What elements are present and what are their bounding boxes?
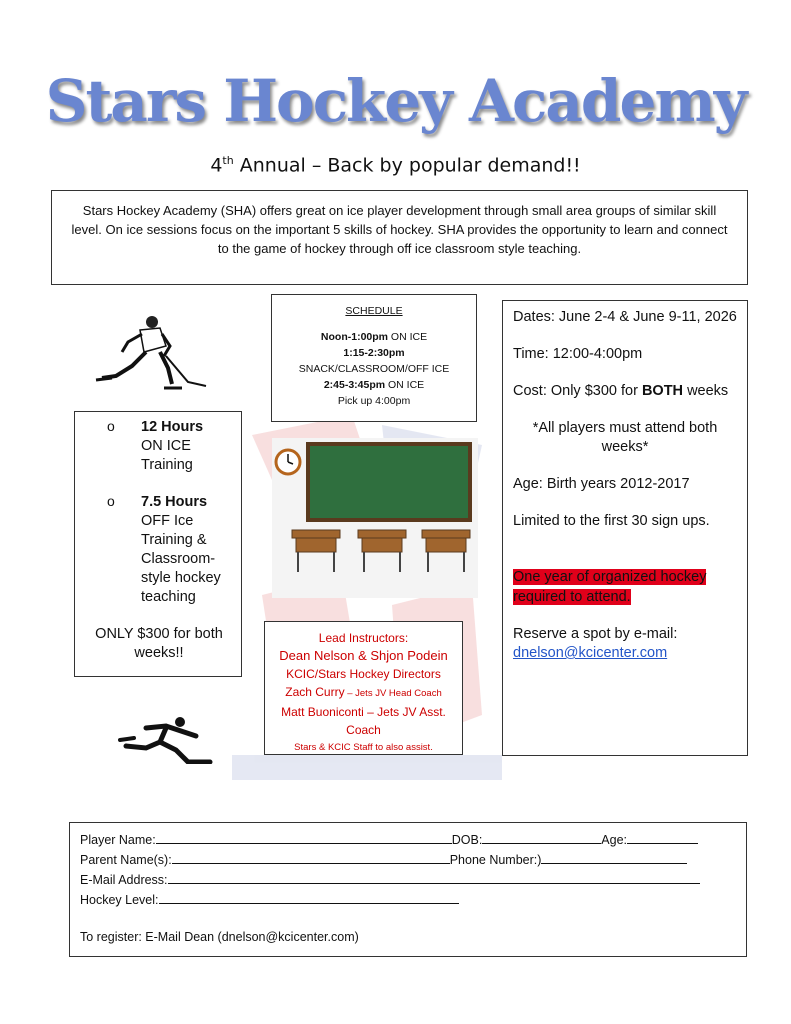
subtitle-number: 4 (210, 154, 223, 177)
schedule-time-1: Noon-1:00pm (320, 331, 388, 343)
bullet-icon: o (107, 418, 115, 434)
runner-icon (116, 716, 216, 764)
hockey-level-label: Hockey Level: (80, 893, 159, 907)
coach-1 (269, 683, 458, 703)
email-address-field[interactable] (168, 870, 700, 884)
limit-text: Limited to the first 30 sign ups. (513, 513, 710, 529)
form-line-2 (80, 850, 736, 870)
schedule-line-1 (278, 329, 470, 345)
page-title: Stars Hockey Academy (45, 67, 746, 135)
phone-label: Phone Number:) (449, 853, 542, 867)
hours-on-ice-label: ON ICE Training (141, 438, 193, 473)
hours-list (85, 418, 233, 607)
schedule-line-2 (278, 345, 470, 361)
staff-note: Stars & KCIC Staff to also assist. (294, 742, 433, 753)
reserve-text (513, 625, 737, 663)
time-text: Time: 12:00-4:00pm (513, 346, 643, 362)
schedule-time-3: 2:45-3:45pm (323, 379, 386, 391)
coach-2: Matt Buoniconti – Jets JV Asst. Coach (281, 705, 446, 737)
schedule-activity-3: ON ICE (385, 379, 425, 391)
coach-1-name: Zach Curry (285, 685, 345, 699)
age-text: Age: Birth years 2012-2017 (513, 476, 690, 492)
hours-off-ice-label: OFF Ice Training & Classroom-style hockey teaching (141, 513, 221, 605)
coach-1-role: – Jets JV Head Coach (344, 688, 442, 699)
register-instructions: To register: E-Mail Dean (dnelson@kcicenter.com) (80, 930, 359, 944)
hockey-level-field[interactable] (159, 890, 459, 904)
instructors-heading: Lead Instructors: (318, 631, 409, 645)
schedule-line-4 (278, 377, 470, 393)
phone-field[interactable] (541, 850, 687, 864)
form-line-3 (80, 870, 736, 890)
player-name-label: Player Name: (80, 833, 156, 847)
email-link[interactable]: dnelson@kcicenter.com (513, 645, 668, 661)
schedule-line-3: SNACK/CLASSROOM/OFF ICE (298, 363, 450, 375)
dates-text: Dates: June 2-4 & June 9-11, 2026 (513, 309, 737, 325)
info-box (502, 300, 748, 756)
form-line-1 (80, 830, 736, 850)
directors-title: KCIC/Stars Hockey Directors (286, 667, 441, 681)
age-field[interactable] (627, 830, 698, 844)
dob-field[interactable] (482, 830, 601, 844)
schedule-heading: SCHEDULE (345, 305, 403, 317)
requirement-note (513, 567, 737, 607)
parent-name-field[interactable] (172, 850, 450, 864)
list-item (85, 418, 233, 475)
age-label: Age: (601, 833, 628, 847)
lead-instructors-names: Dean Nelson & Shjon Podein (279, 648, 448, 663)
schedule-box (271, 294, 477, 422)
subtitle-text: Annual – Back by popular demand!! (233, 154, 581, 177)
registration-form (69, 822, 747, 957)
hockey-player-icon (92, 312, 210, 394)
list-item (85, 493, 233, 607)
schedule-activity-1: ON ICE (388, 331, 428, 343)
dob-label: DOB: (451, 833, 483, 847)
form-line-4 (80, 890, 736, 910)
schedule-time-2: 1:15-2:30pm (343, 347, 405, 359)
intro-text: Stars Hockey Academy (SHA) offers great on ice player development through small area groups of similar skill level. On ice sessions focus on the important 5 skills of hockey. SHA provides the opportunity to learn and connect to the game of hockey through off ice classroom style teaching. (71, 203, 728, 256)
hours-off-ice-amount: 7.5 Hours (141, 494, 208, 510)
schedule-line-5: Pick up 4:00pm (337, 395, 411, 407)
cost-prefix: Cost: Only $300 for (513, 383, 642, 399)
bullet-icon: o (107, 493, 115, 509)
parent-name-label: Parent Name(s): (80, 853, 172, 867)
reserve-label: Reserve a spot by e-mail: (513, 626, 678, 642)
instructors-box (264, 621, 463, 755)
price-note: ONLY $300 for both weeks!! (95, 626, 223, 661)
intro-box (51, 190, 748, 285)
classroom-illustration (272, 438, 478, 598)
email-address-label: E-Mail Address: (80, 873, 168, 887)
player-name-field[interactable] (156, 830, 452, 844)
attend-note: *All players must attend both weeks* (532, 420, 718, 455)
subtitle (0, 154, 791, 176)
cost-text (513, 382, 737, 401)
hours-on-ice-amount: 12 Hours (141, 419, 204, 435)
cost-suffix: weeks (683, 383, 729, 399)
requirement-highlight: One year of organized hockey required to attend. (513, 569, 707, 605)
cost-bold: BOTH (641, 383, 684, 399)
hours-box (74, 411, 242, 677)
subtitle-ordinal: th (222, 154, 234, 167)
